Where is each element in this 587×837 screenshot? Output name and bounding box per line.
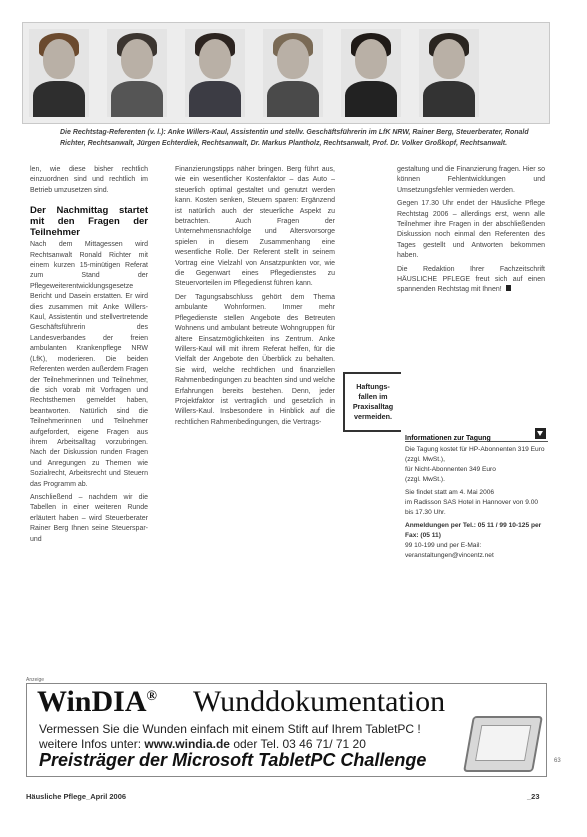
ad-tagline: Vermessen Sie die Wunden einfach mit einem Stift auf Ihrem TabletPC ! (39, 722, 421, 736)
column-3-paragraph: Gegen 17.30 Uhr endet der Häusliche Pflege Rechtstag 2006 – allerdings erst, wenn alle Teilnehmer ihre Fragen in der abschließenden Diskussion noch einmal den Referenten des Tages gestellt und Antworten bekommen haben. (397, 200, 545, 260)
ad-or-label: oder (233, 737, 258, 751)
event-info-box (405, 427, 548, 561)
column-2-paragraph: Der Tagungsabschluss gehört dem Thema ambulante Wohnformen. Immer mehr Pflegedienste stellen Angebote des Betreuten Wohnens und ambulant betreute Wohngruppen für ältere Einsatzmöglichkeiten ins Zentrum. Anke Willers-Kaul will mit ihrem Referat helfen, für die Vielfalt der Angebote den Überblick zu behalten. Sie wird, welche rechtlichen und finanziellen Rahmenbedingungen zu beachten sind und welche Erfahrungen bereits bestehen. Denn, jeder Projektfaktor ist vertraglich und gesetzlich in Willers-Kaul. Insbesondere in Hinblick auf die rechtlichen Rahmenbedingungen, die Vertrags- (175, 293, 335, 426)
column-3-paragraph: gestaltung und die Finanzierung fragen. Hier so können Fehlentwicklungen und Umsetzungsfehler vermieden werden. (397, 166, 545, 194)
tablet-pc-icon (463, 716, 543, 772)
arrow-down-icon (535, 428, 546, 439)
section-heading: Der Nachmittag startet mit den Fragen der Teilnehmer (30, 205, 148, 239)
pull-quote-line: fallen im (358, 392, 388, 401)
windia-advert (26, 683, 547, 777)
column-1-paragraph: Anschließend – nachdem wir die Tabellen in einer weiteren Runde erläutert haben – wird Steuerberater Rainer Berg Ihnen seine Steuerspar- und (30, 493, 148, 543)
pull-quote-line: Praxisalltag (352, 402, 394, 411)
info-fee-line: für Nicht-Abonnenten 349 Euro (405, 466, 496, 473)
speaker-photo (263, 29, 323, 117)
info-fee-line: (zzgl. MwSt.). (405, 476, 445, 483)
article-column-2 (175, 165, 335, 431)
info-email-link[interactable]: veranstaltungen@vincentz.net (405, 552, 494, 559)
ad-info-label: weitere Infos unter: (39, 737, 142, 751)
info-registration-line: 99 10-199 und per E-Mail: (405, 542, 482, 549)
ad-phone: Tel. 03 46 71/ 71 20 (260, 737, 366, 751)
ad-website-link[interactable]: www.windia.de (144, 737, 230, 751)
info-date-line: Sie findet statt am 4. Mai 2006 (405, 489, 495, 496)
ad-product-name: Wunddokumentation (193, 685, 446, 718)
speaker-photo (29, 29, 89, 117)
ad-label: Anzeige (26, 677, 45, 683)
ad-brand-logo (37, 685, 157, 719)
ad-slogan: Preisträger der Microsoft TabletPC Challenge (39, 750, 427, 770)
end-of-article-icon (506, 285, 511, 291)
article-column-3 (397, 165, 545, 299)
pull-quote-tab (343, 372, 401, 432)
column-2-paragraph: Finanzierungstipps näher bringen. Berg führt aus, wie ein wesentlicher Kostenfaktor – das Auto – steuerlich optimal gestaltet und genutzt werden kann. Kosten senken, Steuern sparen: Ergänzend ist natürlich auch der steuerliche Aspekt zu betrachten. Auch Fragen der Unternehmensnachfolge und Altersvorsorge spielen in diesem Zusammenhang eine wesentliche Rolle. Der Referent stellt in seinem Vortrag eine Vielzahl von Ansatzpunkten vor, wie die Gegenwart eines Pflegedienstes zu Steuervorteilen im Pflegedienst führen kann. (175, 166, 335, 288)
side-number: 63 (554, 758, 561, 764)
ad-contact-line (39, 737, 366, 751)
registered-mark: ® (146, 689, 157, 704)
closing-text: Die Redaktion Ihrer Fachzeitschrift HÄUSLICHE PFLEGE freut sich auf einen spannenden Rechtstag mit Ihnen! (397, 265, 545, 294)
info-fee-line: Die Tagung kostet für HP-Abonnenten 319 Euro (zzgl. MwSt.), (405, 446, 545, 463)
speaker-photo (341, 29, 401, 117)
photo-caption: Die Rechtstag-Referenten (v. l.): Anke Willers-Kaul, Assistentin und stellv. Geschäftsführerin im LfK NRW, Rainer Berg, Steuerberater, Ronald Richter, Rechtsanwalt, Jürgen Echterdiek, Rechtsanwalt, Dr. Markus Plantholz, Rechtsanwalt, Prof. Dr. Volker Großkopf, Rechtsanwalt. (60, 129, 529, 147)
speaker-photo-strip (22, 22, 550, 124)
info-box-title: Informationen zur Tagung (405, 435, 491, 442)
article-column-1 (30, 165, 148, 548)
column-1-intro: len, wie diese bisher rechtlich einzuordnen sind und rechtlich im Betrieb umzusetzen sind. (30, 166, 148, 194)
footer-magazine-name: Häusliche Pflege_April 2006 (26, 792, 127, 801)
pull-quote-line: Haftungs- (356, 382, 390, 391)
speaker-photo (419, 29, 479, 117)
info-date-line: im Radisson SAS Hotel in Hannover von 9.00 bis 17.30 Uhr. (405, 499, 539, 516)
column-3-paragraph (397, 265, 545, 296)
page-number: _23 (527, 792, 540, 801)
info-box-header (405, 427, 548, 442)
speaker-photo (107, 29, 167, 117)
column-1-paragraph: Nach dem Mittagessen wird Rechtsanwalt Ronald Richter mit einem kurzen 15-minütigen Referat zum Stand der Pflegeweiterentwicklungsgesetze Bericht und Dasein erstatten. Er wird dies zusammen mit Anke Willers-Kaul, Assistentin und stellvertretende Geschäftsführerin des Landesverbandes der freien ambulanten Krankenpflege NRW (LfK), moderieren. Die beiden Referenten werden außerdem Fragen der Teilnehmerinnen und Teilnehmer, die sich vorab mit Vorfragen und Rechtsthemen gemeldet haben, beantworten. Natürlich sind die Teilnehmerinnen und Teilnehmer aufgefordert, eigene Fragen aus ihrem Arbeitsalltag vorzubringen. Nach der Diskussion runden Fragen und Anregungen zu Themen wie Sozialrecht, Arbeitsrecht und Steuern das Programm ab. (30, 241, 148, 488)
info-registration-line: Anmeldungen per Tel.: 05 11 / 99 10-125 per Fax: (05 11) (405, 522, 542, 539)
speaker-photo (185, 29, 245, 117)
ad-brand-name: WinDIA (37, 685, 147, 718)
pull-quote-line: vermeiden. (354, 412, 392, 421)
